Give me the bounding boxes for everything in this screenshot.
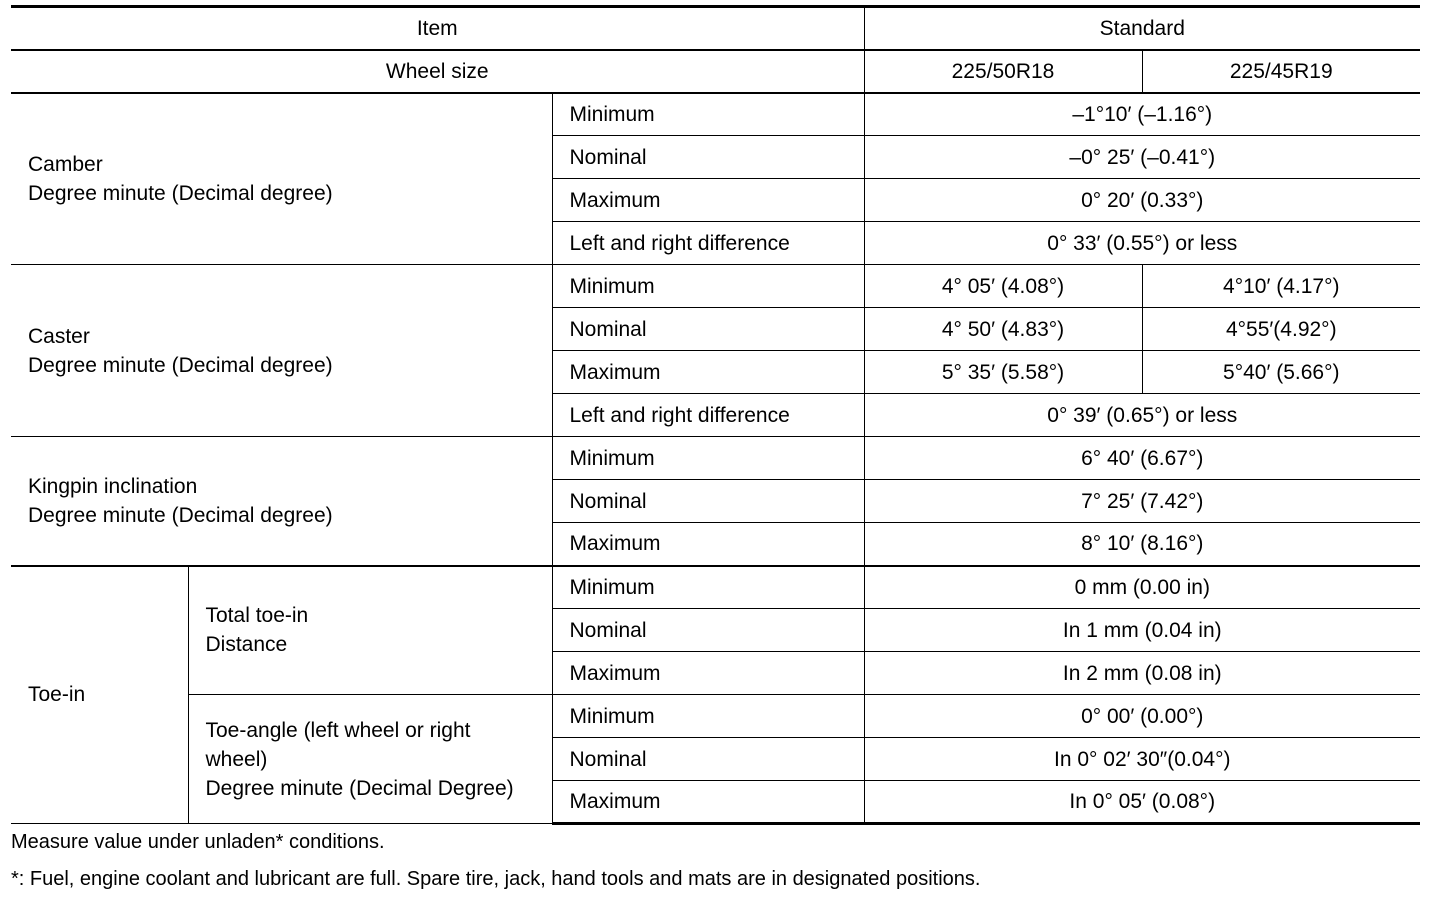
caster-min-row [11,265,1420,308]
caster-unit: Degree minute (Decimal degree) [28,353,333,377]
camber-group-label [11,93,552,265]
kingpin-title: Kingpin inclination [28,474,198,498]
camber-min-value: –1°10′ (–1.16°) [864,93,1420,136]
kingpin-nom-value: 7° 25′ (7.42°) [864,480,1420,523]
toe-angle-min-label: Minimum [552,695,864,738]
kingpin-min-value: 6° 40′ (6.67°) [864,437,1420,480]
camber-min-label: Minimum [552,93,864,136]
toe-angle-max-value: In 0° 05′ (0.08°) [864,781,1420,824]
kingpin-unit: Degree minute (Decimal degree) [28,503,333,527]
caster-min-label: Minimum [552,265,864,308]
toe-total-max-value: In 2 mm (0.08 in) [864,652,1420,695]
camber-max-label: Maximum [552,179,864,222]
kingpin-nom-label: Nominal [552,480,864,523]
caster-min-value-225-45r19: 4°10′ (4.17°) [1142,265,1420,308]
toe-total-nom-label: Nominal [552,609,864,652]
camber-min-row [11,93,1420,136]
kingpin-group-label [11,437,552,566]
toe-angle-title-line2: wheel) [205,747,268,771]
wheel-alignment-spec-table [11,5,1420,825]
caster-diff-value: 0° 39′ (0.65°) or less [864,394,1420,437]
wheel-size-225-50r18: 225/50R18 [864,50,1142,93]
toe-total-min-label: Minimum [552,566,864,609]
toe-in-title: Toe-in [28,683,86,707]
caster-max-value-225-50r18: 5° 35′ (5.58°) [864,351,1142,394]
kingpin-max-label: Maximum [552,523,864,566]
header-item: Item [11,7,864,50]
header-standard: Standard [864,7,1420,50]
wheel-alignment-spec-table-wrapper [11,5,1420,825]
wheel-size-label: Wheel size [11,50,864,93]
toe-in-group-label [11,566,188,824]
toe-angle-title-line1: Toe-angle (left wheel or right [205,718,471,742]
toe-total-title: Total toe-in [205,604,309,628]
camber-nom-label: Nominal [552,136,864,179]
caster-max-label: Maximum [552,351,864,394]
camber-unit: Degree minute (Decimal degree) [28,181,333,205]
toe-angle-unit: Degree minute (Decimal Degree) [205,776,514,800]
kingpin-min-label: Minimum [552,437,864,480]
caster-nom-label: Nominal [552,308,864,351]
caster-nom-value-225-45r19: 4°55′(4.92°) [1142,308,1420,351]
wheel-size-row [11,50,1420,93]
toe-total-label [188,566,552,695]
wheel-size-225-45r19: 225/45R19 [1142,50,1420,93]
camber-title: Camber [28,152,103,176]
kingpin-max-value: 8° 10′ (8.16°) [864,523,1420,566]
toe-total-unit: Distance [205,633,288,657]
toe-angle-min-value: 0° 00′ (0.00°) [864,695,1420,738]
note-unladen-definition: *: Fuel, engine coolant and lubricant are full. Spare tire, jack, hand tools and mats are in designated positions. [11,868,981,890]
toe-total-max-label: Maximum [552,652,864,695]
camber-diff-label: Left and right difference [552,222,864,265]
camber-max-value: 0° 20′ (0.33°) [864,179,1420,222]
caster-group-label [11,265,552,437]
caster-diff-label: Left and right difference [552,394,864,437]
toe-angle-min-row [11,695,1420,738]
caster-nom-value-225-50r18: 4° 50′ (4.83°) [864,308,1142,351]
toe-angle-max-label: Maximum [552,781,864,824]
toe-angle-nom-label: Nominal [552,738,864,781]
toe-total-min-value: 0 mm (0.00 in) [864,566,1420,609]
header-row [11,7,1420,50]
caster-title: Caster [28,324,90,348]
toe-total-min-row [11,566,1420,609]
kingpin-min-row [11,437,1420,480]
camber-diff-value: 0° 33′ (0.55°) or less [864,222,1420,265]
table-notes [11,828,980,894]
note-unladen-conditions: Measure value under unladen* conditions. [11,831,385,853]
caster-min-value-225-50r18: 4° 05′ (4.08°) [864,265,1142,308]
camber-nom-value: –0° 25′ (–0.41°) [864,136,1420,179]
caster-max-value-225-45r19: 5°40′ (5.66°) [1142,351,1420,394]
toe-angle-label [188,695,552,824]
toe-total-nom-value: In 1 mm (0.04 in) [864,609,1420,652]
toe-angle-nom-value: In 0° 02′ 30″(0.04°) [864,738,1420,781]
